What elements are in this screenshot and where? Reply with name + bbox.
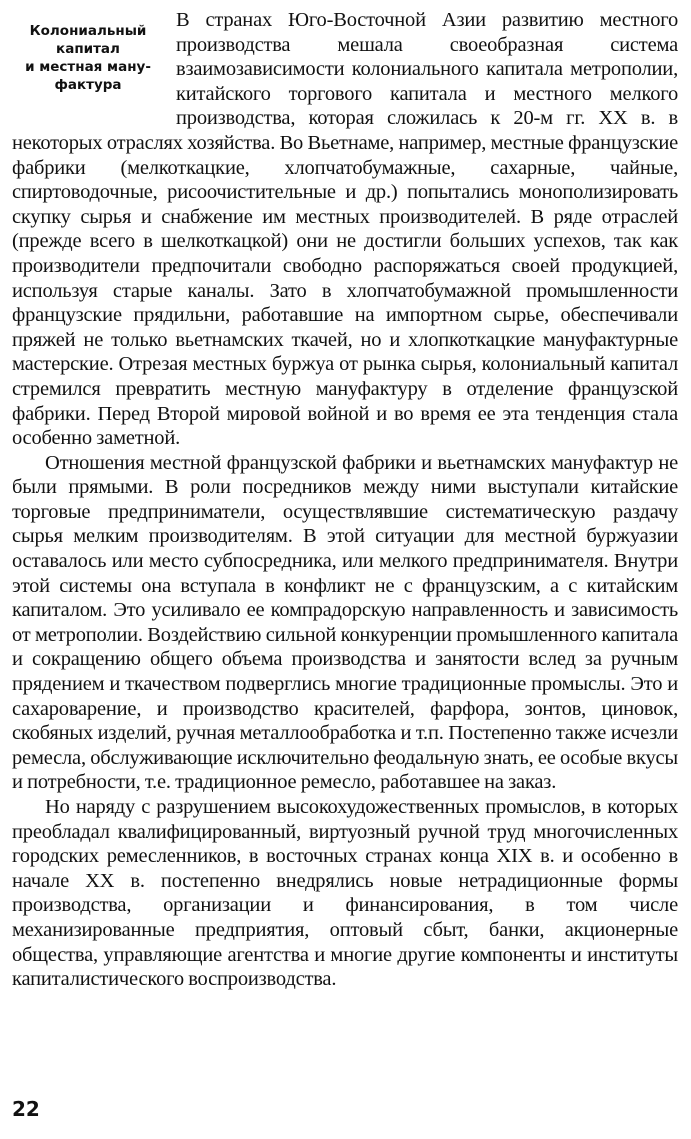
paragraph-3: Но наряду с разрушением высокохудожественных промыслов, в которых преобладал квалифицированный, виртуозный ручной труд многочисленных городских ремесленников, в восточных странах конца XIX в. и особенно в начале XX в. постепенно внедрялись новые нетрадиционные формы производства, организации и финансирования, в том числе механизированные предприятия, оптовый сбыт, банки, акционерные общества, управляющие агентства и многие другие компоненты и институты капиталистического воспроизводства. [12,796,678,991]
body-text [12,8,678,992]
margin-note-line: капитал [56,41,120,57]
margin-note-line: фактура [54,77,122,93]
margin-note-line: Колониальный [29,23,147,39]
page-number: 22 [12,1097,40,1121]
margin-note-spacer [12,8,176,126]
paragraph-2: Отношения местной французской фабрики и вьетнамских мануфактур не были прямыми. В роли посредников между ними выступали китайские торговые предприниматели, осуществлявшие систематическую раздачу сырья мелким производителям. В этой ситуации для местной буржуазии оставалось или место субпосредника, или мелкого предпринимателя. Внутри этой системы она вступала в конфликт не с французским, а с китайским капиталом. Это усиливало ее компрадорскую направленность и зависимость от метрополии. Воздействию сильной конкуренции промышленного капитала и сокращению общего объема производства и занятости вслед за ручным прядением и ткачеством подверглись многие традиционные промыслы. Это и сахароварение, и производство красителей, фарфора, зонтов, циновок, скобяных изделий, ручная металлообработка и т.п. Постепенно также исчезли ремесла, обслуживающие исключительно феодальную знать, ее особые вкусы и потребности, т.е. традиционное ремесло, работавшее на заказ. [12,451,678,794]
paragraph-1: В странах Юго-Восточной Азии развитию местного производства мешала своеобразная система взаимозависимости колониального капитала метрополии, китайского торгового капитала и местного мелкого производства, которая сложилась к 20-м гг. XX в. в некоторых отраслях хозяйства. Во Вьетнаме, например, местные французские фабрики (мелкоткацкие, хлопчатобумажные, сахарные, чайные, спиртоводочные, рисоочистительные и др.) попытались монополизировать скупку сырья и снабжение им местных производителей. В ряде отраслей (прежде всего в шелкоткацкой) они не достигли больших успехов, так как производители предпочитали свободно распоряжаться своей продукцией, используя старые каналы. Зато в хлопчатобумажной промышленности французские прядильни, работавшие на импортном сырье, обеспечивали пряжей не только вьетнамских ткачей, но и хлопкоткацкие мануфактурные мастерские. Отрезая местных буржуа от рынка сырья, колониальный капитал стремился превратить местную мануфактуру в отделение французской фабрики. Перед Второй мировой войной и во время ее эта тенденция стала особенно заметной. [12,9,678,450]
margin-note-line: и местная ману- [25,59,151,75]
